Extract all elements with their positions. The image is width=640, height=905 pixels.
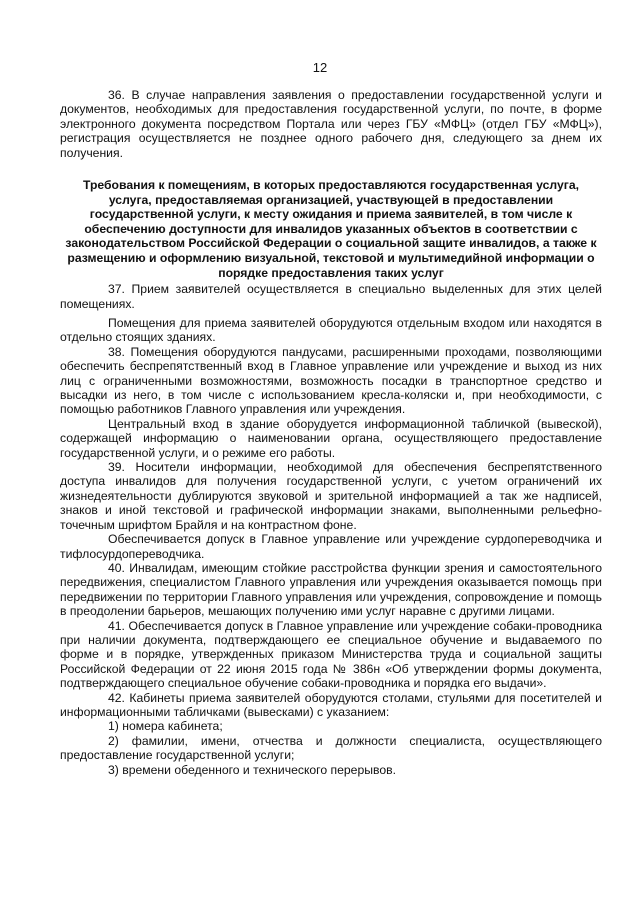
list-item: 2) фамилии, имени, отчества и должности специалиста, осуществляющего предоставление государственной услуги; [60, 733, 602, 763]
paragraph-42: 42. Кабинеты приема заявителей оборудуются столами, стульями для посетителей и информационными табличками (вывесками) с указанием: [60, 690, 602, 719]
page-number: 12 [312, 60, 328, 75]
section-heading: Требования к помещениям, в которых предоставляются государственная услуга, услуга, предоставляемая организацией, участвующей в предоставлении государственной услуги, к месту ожидания и приема заявителей, в том числе к обеспечению доступности для инвалидов указанных объектов в соответствии с законодательством Российской Федерации о социальной защите инвалидов, а также к размещению и оформлению визуальной, текстовой и мультимедийной информации о порядке предоставления таких услуг [65, 178, 597, 280]
paragraph-37: 37. Прием заявителей осуществляется в специально выделенных для этих целей помещениях. [60, 282, 602, 311]
document-body [60, 88, 602, 777]
paragraph-40: 40. Инвалидам, имеющим стойкие расстройства функции зрения и самостоятельного передвижения, специалистом Главного управления или учреждения оказывается помощь при передвижении по территории Главного управления или учреждения, сопровождение и помощь в преодолении барьеров, мешающих получению ими услуг наравне с другими лицами. [60, 560, 602, 619]
paragraph-38-entrance: Центральный вход в здание оборудуется информационной табличкой (вывеской), содержащей информацию о наименовании органа, осуществляющего предоставление государственной услуги, и о режиме его работы. [60, 416, 602, 460]
paragraph-37-premises: Помещения для приема заявителей оборудуются отдельным входом или находятся в отдельно стоящих зданиях. [60, 316, 602, 345]
paragraph-36: 36. В случае направления заявления о предоставлении государственной услуги и документов, необходимых для предоставления государственной услуги, по почте, в форме электронного документа посредством Портала или через ГБУ «МФЦ» (отдел ГБУ «МФЦ»), регистрация осуществляется не позднее одного рабочего дня, следующего за днем их получения. [60, 88, 602, 160]
list-item: 1) номера кабинета; [108, 719, 223, 734]
list-item: 3) времени обеденного и технического перерывов. [108, 762, 396, 777]
paragraph-38: 38. Помещения оборудуются пандусами, расширенными проходами, позволяющими обеспечить беспрепятственный вход в Главное управление или учреждение и выход из них лиц с ограниченными возможностями, возможность посадки в транспортное средство и высадки из него, в том числе с использованием кресла-коляски и, при необходимости, с помощью работников Главного управления или учреждения. [60, 344, 602, 417]
paragraph-39: 39. Носители информации, необходимой для обеспечения беспрепятственного доступа инвалидов для получения государственной услуги, с учетом ограничений их жизнедеятельности дублируются звуковой и зрительной информацией а так же надписей, знаков и иной текстовой и графической информации знаками, выполненными рельефно-точечным шрифтом Брайля и на контрастном фоне. [60, 460, 602, 532]
paragraph-41: 41. Обеспечивается допуск в Главное управление или учреждение собаки-проводника при наличии документа, подтверждающего ее специальное обучение и выдаваемого по форме и в порядке, утвержденных приказом Министерства труда и социальной защиты Российской Федерации от 22 июня 2015 года № 386н «Об утверждении формы документа, подтверждающего специальное обучение собаки-проводника и порядка его выдачи». [60, 618, 602, 691]
paragraph-39-access: Обеспечивается допуск в Главное управление или учреждение сурдопереводчика и тифлосурдопереводчика. [60, 532, 602, 561]
